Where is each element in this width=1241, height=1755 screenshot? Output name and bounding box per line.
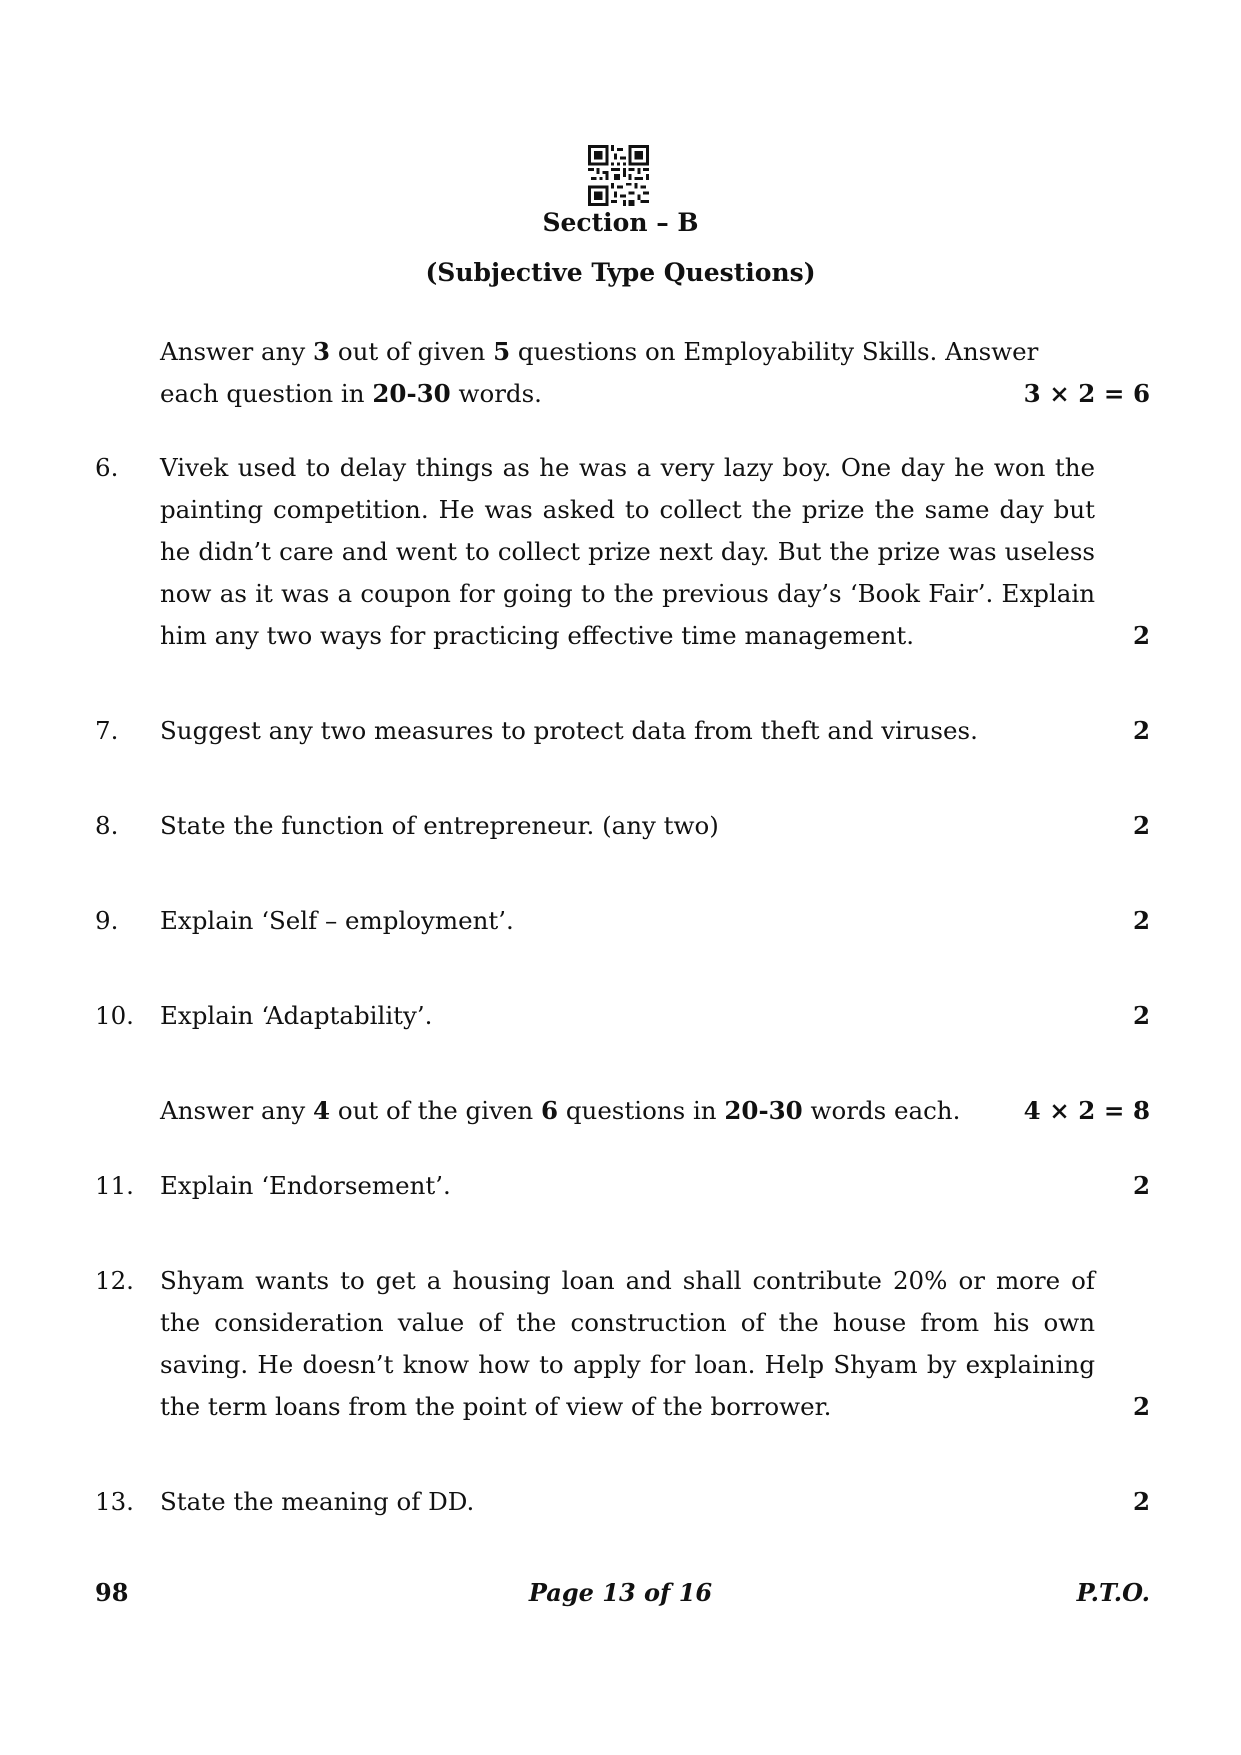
page-number: Page 13 of 16 — [528, 1578, 713, 1607]
question-text: Shyam wants to get a housing loan and shall contribute 20% or more of the consideration value of the construction of the house from his own saving. He doesn’t know how to apply for loan. Help Shyam by explaining the term loans from the point of view of the borrower. — [160, 1266, 1095, 1421]
question-number: 13. — [95, 1487, 134, 1516]
question-number: 7. — [95, 716, 119, 745]
instruction-1-line-2 — [160, 373, 1150, 415]
question-text: Explain ‘Adaptability’. — [160, 1001, 433, 1030]
question-number: 11. — [95, 1171, 134, 1200]
question-marks: 2 — [1132, 1171, 1150, 1200]
question-text: Vivek used to delay things as he was a very lazy boy. One day he won the painting competition. He was asked to collect the prize the same day but he didn’t care and went to collect prize next day. But the prize was useless now as it was a coupon for going to the previous day’s ‘Book Fair’. Explain him any two ways for practicing effective time management. — [160, 453, 1095, 650]
section-subtitle: (Subjective Type Questions) — [425, 258, 816, 287]
instruction-1-text-2: each question in 20-30 words. — [160, 379, 542, 408]
question-marks: 2 — [1132, 811, 1150, 840]
instruction-2-line — [160, 1090, 1150, 1132]
question-marks: 2 — [1132, 1001, 1150, 1030]
question-text: Explain ‘Endorsement’. — [160, 1171, 451, 1200]
question-text: State the function of entrepreneur. (any two) — [160, 811, 719, 840]
instruction-2-text: Answer any 4 out of the given 6 questions in 20-30 words each. — [160, 1096, 961, 1125]
instruction-1-line-1 — [160, 331, 1095, 373]
question-marks: 2 — [1132, 621, 1150, 650]
question-marks: 2 — [1132, 1392, 1150, 1421]
instruction-2-marks: 4 × 2 = 8 — [1023, 1096, 1150, 1125]
question-number: 10. — [95, 1001, 134, 1030]
question-number: 8. — [95, 811, 119, 840]
pto-label: P.T.O. — [1076, 1578, 1150, 1607]
question-text: State the meaning of DD. — [160, 1487, 475, 1516]
question-number: 12. — [95, 1266, 134, 1295]
question-number: 9. — [95, 906, 119, 935]
instruction-1-text: Answer any 3 out of given 5 questions on Employability Skills. Answer — [160, 337, 1039, 366]
paper-code: 98 — [95, 1578, 129, 1607]
section-title: Section – B — [542, 208, 699, 237]
instruction-1-marks: 3 × 2 = 6 — [1023, 379, 1150, 408]
instruction-2 — [160, 1090, 1150, 1132]
qr-code-icon — [588, 145, 649, 206]
question-marks: 2 — [1132, 1487, 1150, 1516]
question-marks: 2 — [1132, 906, 1150, 935]
question-text: Explain ‘Self – employment’. — [160, 906, 514, 935]
question-marks: 2 — [1132, 716, 1150, 745]
instruction-1 — [160, 331, 1150, 415]
question-number: 6. — [95, 453, 119, 482]
question-text: Suggest any two measures to protect data from theft and viruses. — [160, 716, 978, 745]
